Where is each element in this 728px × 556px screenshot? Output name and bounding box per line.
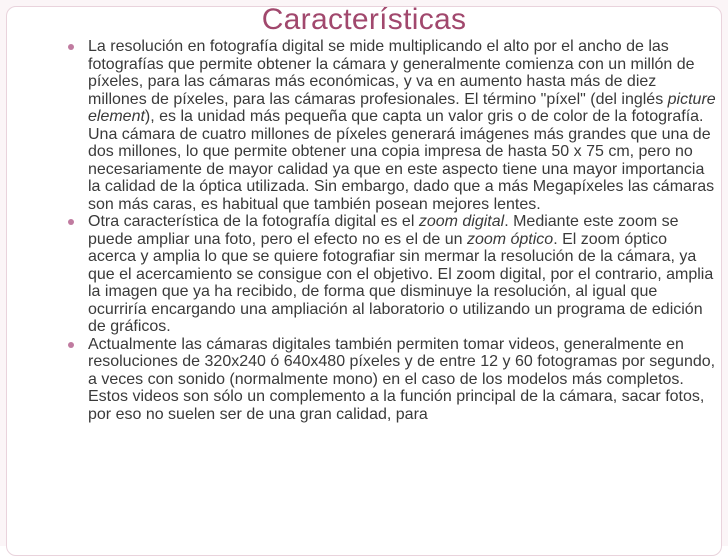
bullet-emphasis: zoom óptico (466, 230, 554, 248)
bullet-item-video (88, 336, 718, 424)
bullet-list (88, 38, 718, 423)
bullet-dot-icon (68, 342, 74, 348)
bullet-dot-icon (68, 219, 74, 225)
bullet-text: . El zoom óptico acerca y amplia lo que se quiere fotografiar sin mermar la resolución de la cámara, ya que el acercamiento se consigue con el objetivo. El zoom digital, por el contrario, amplia la imagen que ya ha recibido, de forma que disminuye la resolución, al igual que ocurriría encargando una ampliación al laboratorio o utilizando un programa de edición de gráficos. (88, 230, 714, 335)
bullet-text: Actualmente las cámaras digitales también permiten tomar videos, generalmente en resoluciones de 320x240 ó 640x480 píxeles y de entre 12 y 60 fotogramas por segundo, a veces con sonido (normalmente mono) en el caso de los modelos más completos. Estos videos son sólo un complemento a la función principal de la cámara, sacar fotos, por eso no suelen ser de una gran calidad, para (88, 335, 716, 423)
bullet-emphasis: picture element (88, 90, 716, 125)
bullet-emphasis: zoom digital (418, 213, 505, 230)
bullet-text: . Mediante este zoom se puede ampliar una foto, pero el efecto no es el de un (88, 213, 679, 248)
bullet-dot-icon (68, 44, 74, 50)
bullet-text: La resolución en fotografía digital se mide multiplicando el alto por el ancho de las fotografías que permite obtener la cámara y generalmente comienza con un millón de píxeles, para las cámaras más económicas, y va en aumento hasta más de diez millones de píxeles, para las cámaras profesionales. El término "píxel" (del inglés (88, 38, 695, 108)
bullet-text: Otra característica de la fotografía digital es el (88, 213, 419, 230)
bullet-text: ), es la unidad más pequeña que capta un valor gris o de color de la fotografía. Una cámara de cuatro millones de píxeles generará imágenes más grandes que una de dos millones, lo que permite obtener una copia impresa de hasta 50 x 75 cm, pero no necesariamente de mayor calidad ya que en este aspecto tiene una mayor importancia la calidad de la óptica utilizada. Sin embargo, dado que a más Megapíxeles las cámaras son más caras, es habitual que también posean mejores lentes. (88, 108, 715, 213)
bullet-item-resolution (88, 38, 718, 213)
slide-title: Características (261, 3, 467, 36)
bullet-item-zoom (88, 213, 718, 336)
